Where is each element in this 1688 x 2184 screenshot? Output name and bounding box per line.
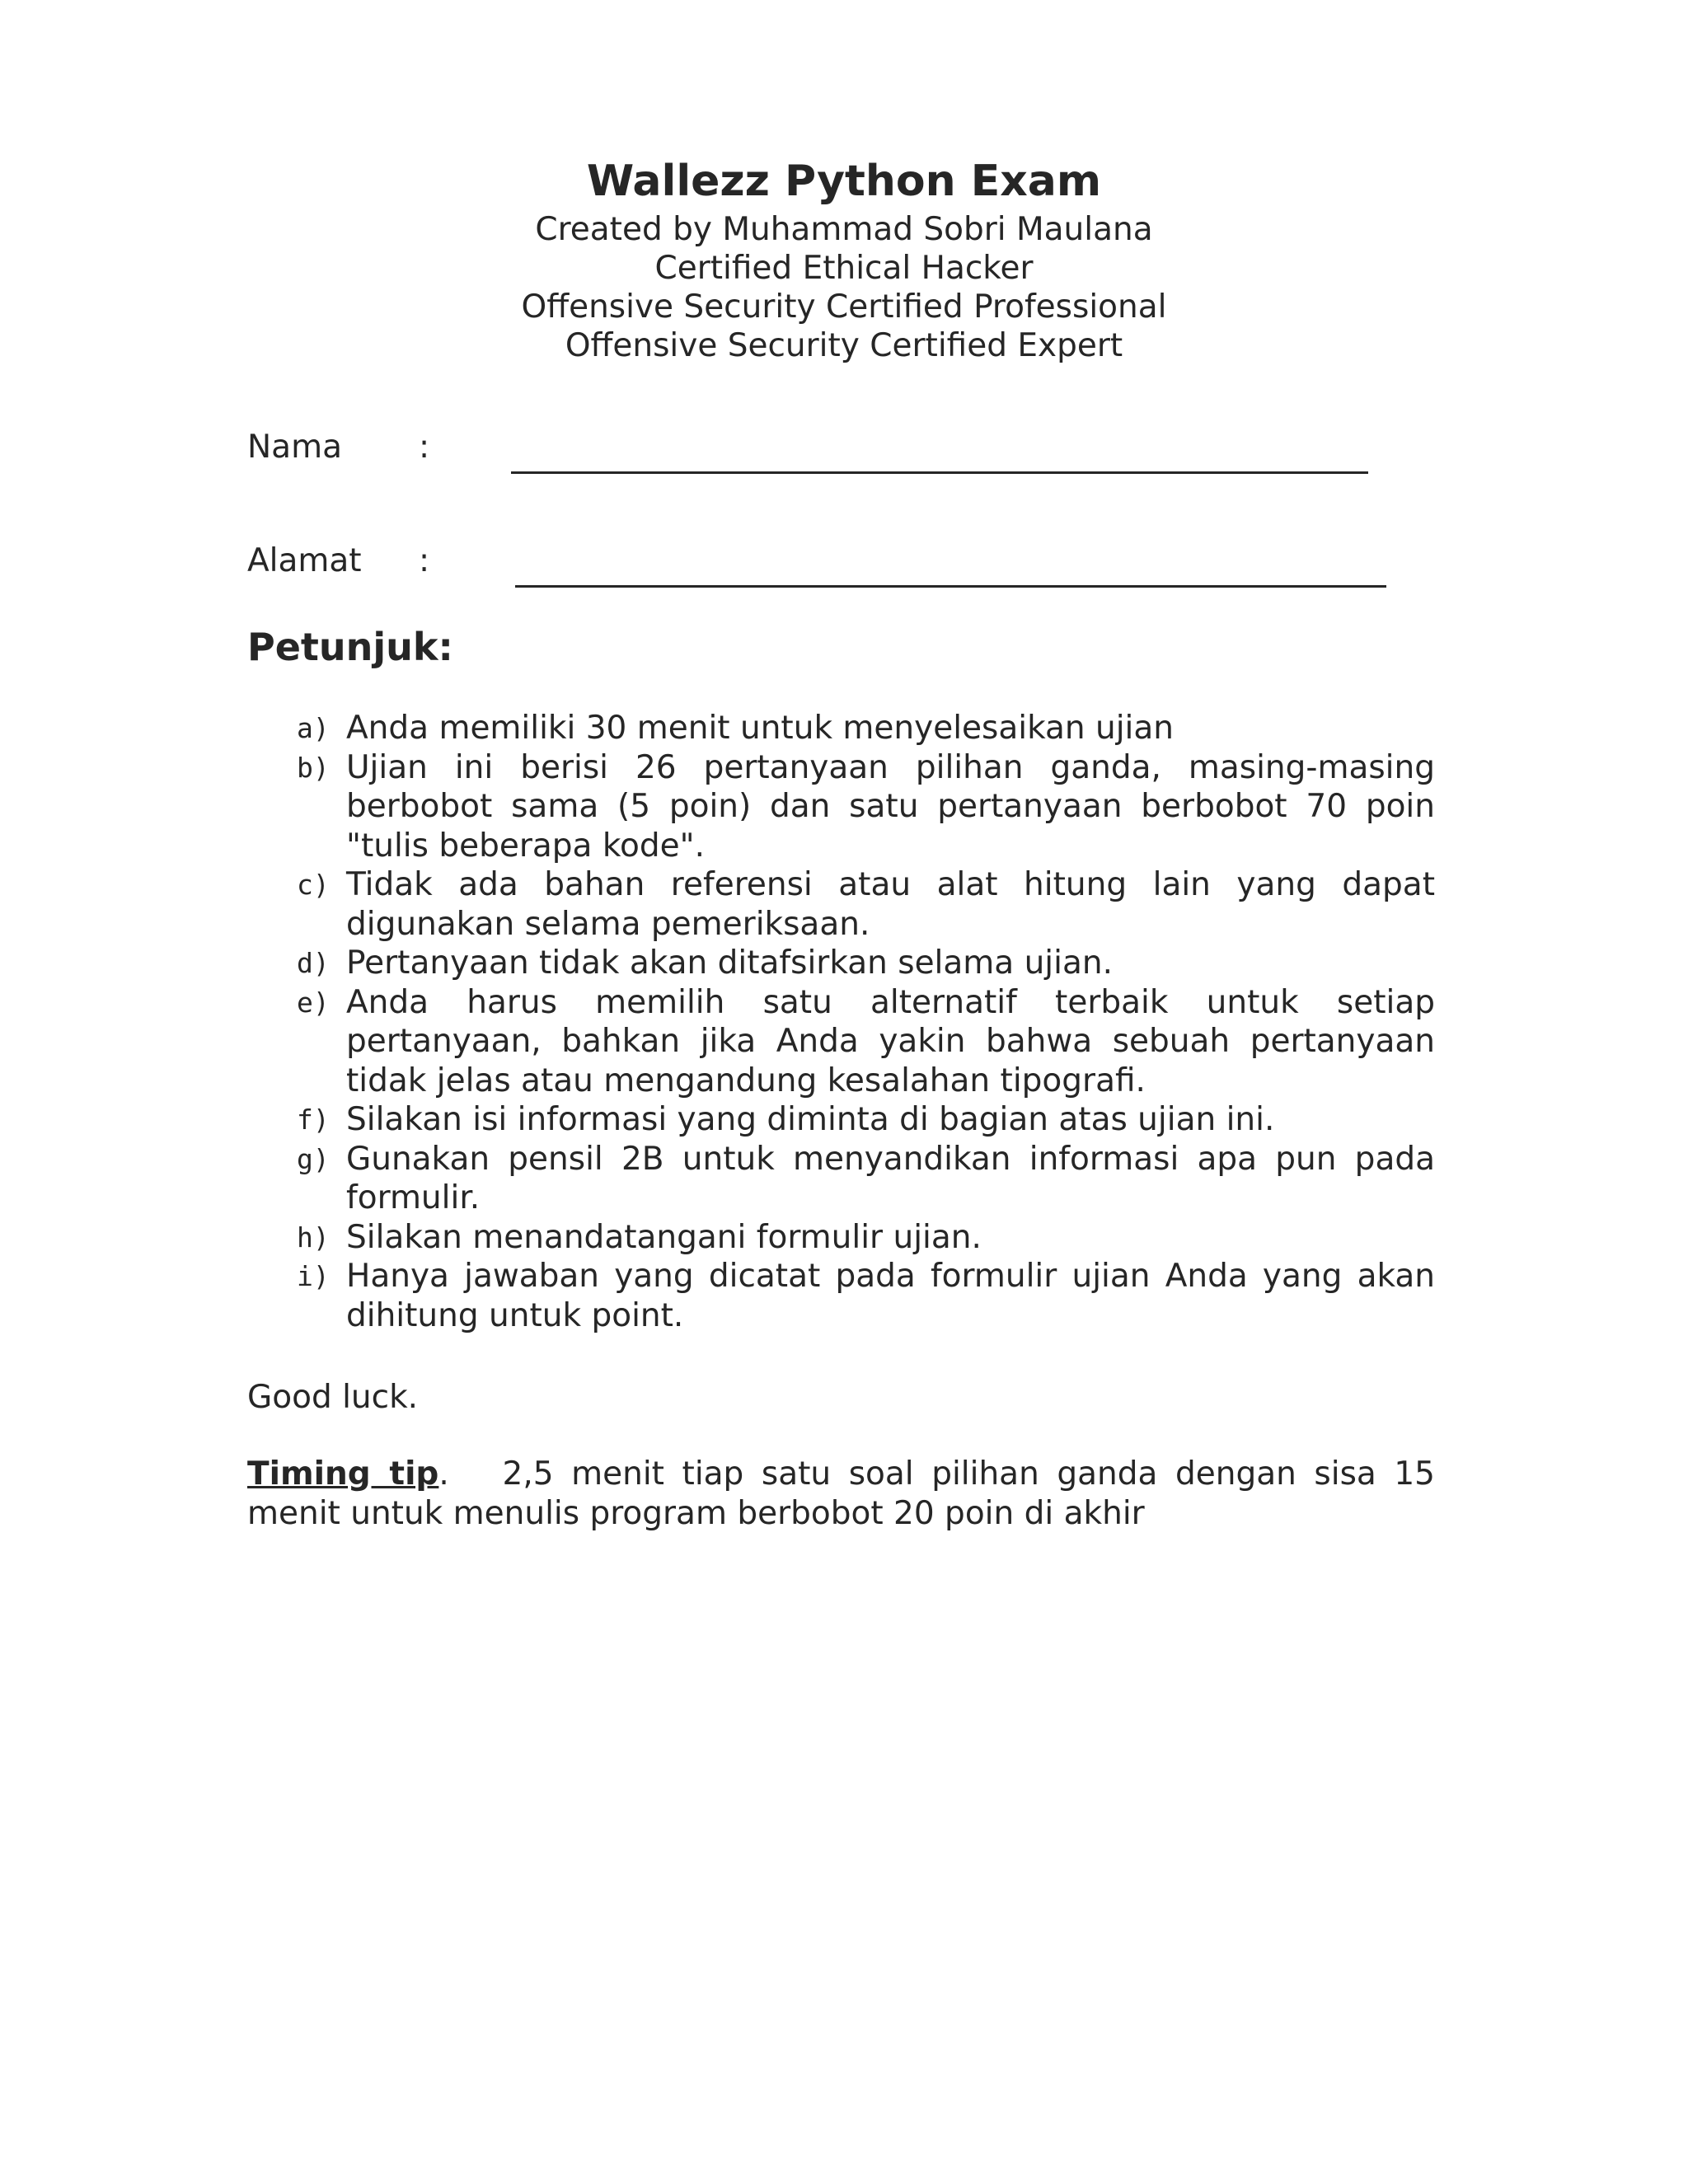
name-label: Nama: [247, 429, 342, 466]
instruction-marker: e): [297, 986, 330, 1019]
author-line: Created by Muhammad Sobri Maulana: [535, 211, 1153, 248]
address-label: Alamat: [247, 542, 362, 579]
instruction-text: Silakan isi informasi yang diminta di bagian atas ujian ini.: [346, 1101, 1275, 1138]
name-colon: :: [419, 429, 430, 466]
instruction-marker: d): [297, 947, 330, 979]
credential-line-ceh: Certified Ethical Hacker: [654, 250, 1034, 287]
instruction-marker: i): [297, 1260, 330, 1292]
instruction-marker: h): [297, 1221, 330, 1254]
instructions-heading: Petunjuk:: [247, 625, 453, 669]
instruction-item-i: [247, 1257, 1435, 1335]
instruction-text: Tidak ada bahan referensi atau alat hitung lain yang dapat digunakan selama pemeriksaan.: [346, 866, 1435, 943]
instruction-item-a: [247, 709, 1435, 748]
instruction-text: Hanya jawaban yang dicatat pada formulir ujian Anda yang akan dihitung untuk point.: [346, 1258, 1435, 1334]
instruction-marker: g): [297, 1142, 330, 1175]
instruction-item-b: [247, 748, 1435, 866]
instruction-item-g: [247, 1140, 1435, 1218]
instruction-text: Anda memiliki 30 menit untuk menyelesaikan ujian: [346, 710, 1175, 747]
credential-line-oscp: Offensive Security Certified Professional: [521, 288, 1167, 326]
instruction-text: Ujian ini berisi 26 pertanyaan pilihan ganda, masing-masing berbobot sama (5 poin) dan satu pertanyaan berbobot 70 poin "tulis beberapa kode".: [346, 748, 1435, 865]
instruction-item-h: [247, 1218, 1435, 1258]
instruction-marker: a): [297, 712, 330, 744]
instruction-text: Pertanyaan tidak akan ditafsirkan selama ujian.: [346, 944, 1113, 982]
instruction-marker: b): [297, 751, 330, 784]
instruction-item-e: [247, 983, 1435, 1101]
name-blank-line[interactable]: [511, 471, 1368, 474]
timing-tip-paragraph: [247, 1455, 1435, 1533]
instruction-text: Silakan menandatangani formulir ujian.: [346, 1218, 982, 1256]
instruction-item-f: [247, 1100, 1435, 1140]
timing-tip-text: 2,5 menit tiap satu soal pilihan ganda dengan sisa 15 menit untuk menulis program berbobot 20 poin di akhir: [247, 1455, 1435, 1532]
instruction-item-d: [247, 944, 1435, 983]
instruction-text: Anda harus memilih satu alternatif terbaik untuk setiap pertanyaan, bahkan jika Anda yakin bahwa sebuah pertanyaan tidak jelas atau mengandung kesalahan tipografi.: [346, 983, 1435, 1099]
instruction-marker: c): [297, 869, 330, 901]
instruction-marker: f): [297, 1104, 330, 1136]
address-field-row: [247, 541, 1451, 591]
instructions-list: [247, 709, 1435, 1335]
exam-title: Wallezz Python Exam: [586, 157, 1102, 206]
instruction-item-c: [247, 865, 1435, 944]
timing-tip-period: .: [438, 1455, 449, 1493]
credential-line-osce: Offensive Security Certified Expert: [565, 327, 1123, 364]
address-colon: :: [419, 542, 430, 579]
name-field-row: [247, 428, 1451, 477]
timing-tip-label: Timing tip: [247, 1455, 439, 1493]
exam-header: [0, 152, 1688, 365]
good-luck-text: Good luck.: [247, 1379, 419, 1416]
address-blank-line[interactable]: [515, 585, 1386, 588]
instruction-text: Gunakan pensil 2B untuk menyandikan informasi apa pun pada formulir.: [346, 1140, 1435, 1216]
